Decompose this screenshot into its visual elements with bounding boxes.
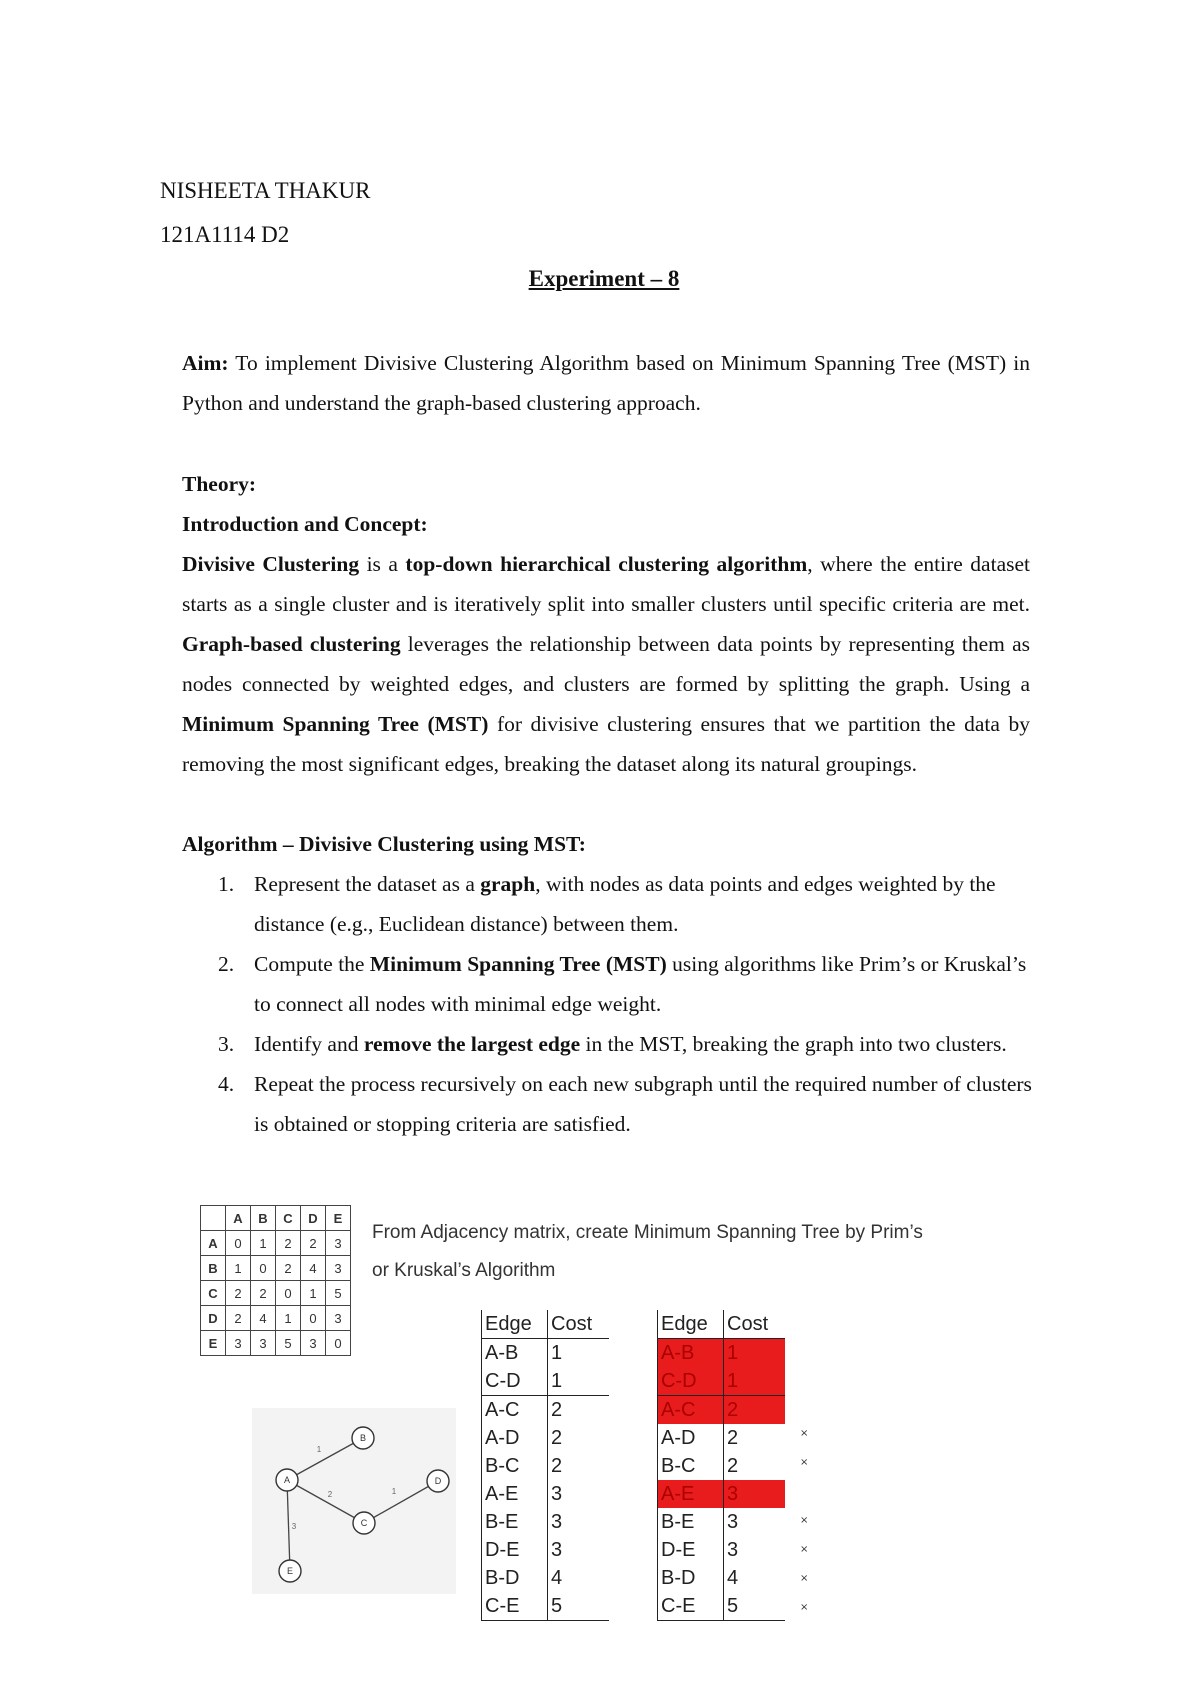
step-bold: remove the largest edge xyxy=(363,1032,581,1056)
edge-row xyxy=(482,1424,610,1452)
edge-name-cell: C-D xyxy=(658,1367,724,1396)
matrix-cell: 2 xyxy=(276,1256,301,1281)
matrix-row-header: B xyxy=(201,1256,226,1281)
step-text: Compute the xyxy=(254,952,370,976)
matrix-row-header: A xyxy=(201,1231,226,1256)
edge-cost-cell: 2 xyxy=(551,1454,563,1477)
edge-row xyxy=(658,1339,786,1368)
aim-text: To implement Divisive Clustering Algorithm based on Minimum Spanning Tree (MST) in Python and understand the graph-based clustering approach. xyxy=(182,351,1030,415)
matrix-cell: 5 xyxy=(326,1281,351,1306)
edge-cost-table-grid xyxy=(481,1310,609,1621)
graph-edge-label: 2 xyxy=(327,1490,333,1499)
edge-name-cell: B-C xyxy=(482,1452,548,1480)
matrix-cell: 4 xyxy=(251,1306,276,1331)
intro-text-6: leverages the relationship between data points by representing them as nodes connected by weighted edges, and clusters are formed by splitting the graph. Using a xyxy=(182,632,1030,696)
matrix-cell: 2 xyxy=(251,1281,276,1306)
intro-bold-5: Graph-based clustering xyxy=(182,632,401,656)
edge-row xyxy=(482,1339,610,1368)
matrix-cell: 2 xyxy=(226,1306,251,1331)
edge-name-cell: B-E xyxy=(482,1508,548,1536)
matrix-cell: 0 xyxy=(226,1231,251,1256)
student-name: NISHEETA THAKUR xyxy=(160,178,371,203)
matrix-cell: 0 xyxy=(301,1306,326,1331)
edge-name-cell: C-E xyxy=(658,1592,724,1621)
graph-edge-label: 3 xyxy=(291,1522,297,1531)
edge-table-header: Edge xyxy=(482,1310,548,1339)
edge-row xyxy=(482,1564,610,1592)
algorithm-steps xyxy=(182,864,1042,1144)
graph-node-label: D xyxy=(434,1476,442,1486)
edge-name-cell: A-E xyxy=(482,1480,548,1508)
edge-cost-cell: 5 xyxy=(724,1592,786,1621)
step-text: in the MST, breaking the graph into two clusters. xyxy=(580,1032,1007,1056)
edge-name-cell: A-C xyxy=(482,1396,548,1425)
page-title xyxy=(0,266,1200,292)
intro-heading: Introduction and Concept: xyxy=(182,512,428,536)
edge-row xyxy=(482,1508,610,1536)
edge-row xyxy=(658,1508,786,1536)
edge-row xyxy=(658,1592,786,1621)
matrix-cell: 0 xyxy=(276,1281,301,1306)
graph-svg xyxy=(252,1408,456,1594)
edge-cost-cell: 2 xyxy=(727,1454,739,1477)
edge-row xyxy=(658,1424,786,1452)
graph-edge-label: 1 xyxy=(316,1445,322,1454)
mst-edge-table xyxy=(657,1310,785,1621)
mst-edge-table-grid xyxy=(657,1310,785,1621)
step-number: 4. xyxy=(218,1072,235,1096)
matrix-cell: 2 xyxy=(301,1231,326,1256)
matrix-corner xyxy=(201,1206,226,1231)
step-number: 3. xyxy=(218,1032,235,1056)
step-text: Identify and xyxy=(254,1032,364,1056)
rejected-mark-icon: × xyxy=(800,1428,809,1439)
edge-row xyxy=(658,1536,786,1564)
step-text: Represent the dataset as a xyxy=(254,872,481,896)
graph-edge xyxy=(364,1481,438,1523)
edge-cost-cell: 2 xyxy=(551,1426,563,1449)
edge-row xyxy=(482,1592,610,1621)
algorithm-step xyxy=(182,944,1042,1024)
graph-figure xyxy=(252,1408,456,1594)
edge-table-header: Edge xyxy=(658,1310,724,1339)
matrix-cell: 1 xyxy=(226,1256,251,1281)
matrix-cell: 3 xyxy=(326,1256,351,1281)
edge-cost-cell: 4 xyxy=(551,1566,563,1589)
matrix-cell: 2 xyxy=(226,1281,251,1306)
graph-node-label: C xyxy=(360,1518,368,1528)
intro-bold-3: top-down hierarchical clustering algorithm xyxy=(405,552,808,576)
matrix-col-header: E xyxy=(326,1206,351,1231)
edge-cost-cell: 1 xyxy=(724,1339,786,1368)
edge-cost-table xyxy=(481,1310,609,1621)
edge-name-cell: A-B xyxy=(658,1339,724,1368)
student-roll: 121A1114 D2 xyxy=(160,222,290,247)
edge-name-cell: C-D xyxy=(482,1367,548,1396)
rejected-mark-icon: × xyxy=(800,1602,809,1613)
edge-row xyxy=(658,1480,786,1508)
edge-cost-cell: 3 xyxy=(551,1482,563,1505)
matrix-col-header: A xyxy=(226,1206,251,1231)
edge-name-cell: A-E xyxy=(658,1480,724,1508)
matrix-cell: 3 xyxy=(326,1231,351,1256)
adjacency-matrix xyxy=(200,1205,351,1356)
aim-label: Aim: xyxy=(182,351,229,375)
intro-bold-1: Divisive Clustering xyxy=(182,552,360,576)
graph-edge xyxy=(287,1438,363,1480)
edge-name-cell: A-D xyxy=(658,1424,724,1452)
edge-cost-cell: 1 xyxy=(724,1367,786,1396)
graph-edge-label: 1 xyxy=(391,1487,397,1496)
matrix-cell: 1 xyxy=(301,1281,326,1306)
matrix-cell: 3 xyxy=(301,1331,326,1356)
edge-cost-cell: 2 xyxy=(724,1396,786,1425)
matrix-cell: 3 xyxy=(326,1306,351,1331)
algorithm-heading: Algorithm – Divisive Clustering using MST: xyxy=(182,832,586,856)
page-title-text: Experiment – 8 xyxy=(528,266,680,291)
graph-node-label: E xyxy=(286,1566,294,1576)
graph-node-label: B xyxy=(359,1433,367,1443)
edge-row xyxy=(482,1452,610,1480)
matrix-cell: 0 xyxy=(251,1256,276,1281)
edge-cost-cell: 3 xyxy=(727,1538,739,1561)
algorithm-step xyxy=(182,1064,1042,1144)
edge-cost-cell: 3 xyxy=(727,1510,739,1533)
graph-edge xyxy=(287,1480,364,1523)
intro-text-4: , where the entire dataset starts as a single cluster and is iteratively split into smaller clusters until specific criteria are met. xyxy=(182,552,1030,616)
edge-name-cell: B-D xyxy=(482,1564,548,1592)
edge-row xyxy=(658,1564,786,1592)
edge-cost-cell: 3 xyxy=(551,1510,563,1533)
matrix-col-header: C xyxy=(276,1206,301,1231)
rejected-mark-icon: × xyxy=(800,1544,809,1555)
edge-name-cell: A-B xyxy=(482,1339,548,1368)
step-number: 1. xyxy=(218,872,235,896)
matrix-row-header: E xyxy=(201,1331,226,1356)
edge-cost-cell: 4 xyxy=(727,1566,739,1589)
theory-heading: Theory: xyxy=(182,472,257,496)
edge-cost-cell: 3 xyxy=(551,1538,563,1561)
edge-name-cell: A-D xyxy=(482,1424,548,1452)
matrix-cell: 4 xyxy=(301,1256,326,1281)
algorithm-step xyxy=(182,1024,1042,1064)
edge-name-cell: B-C xyxy=(658,1452,724,1480)
edge-name-cell: D-E xyxy=(482,1536,548,1564)
step-bold: graph xyxy=(480,872,536,896)
edge-row xyxy=(482,1480,610,1508)
matrix-row-header: C xyxy=(201,1281,226,1306)
edge-name-cell: C-E xyxy=(482,1592,548,1621)
graph-node-label: A xyxy=(283,1475,291,1485)
intro-text-2: is a xyxy=(359,552,406,576)
rejected-mark-icon: × xyxy=(800,1515,809,1526)
edge-row xyxy=(658,1367,786,1396)
step-number: 2. xyxy=(218,952,235,976)
graph-edge xyxy=(287,1480,290,1571)
step-text: using algorithms like Prim’s or Kruskal’s to connect all nodes with minimal edge weight. xyxy=(254,952,1027,1016)
matrix-cell: 5 xyxy=(276,1331,301,1356)
intro-bold-7: Minimum Spanning Tree (MST) xyxy=(182,712,489,736)
edge-row xyxy=(482,1396,610,1425)
adjacency-matrix-table xyxy=(200,1205,351,1356)
matrix-row-header: D xyxy=(201,1306,226,1331)
step-text: , with nodes as data points and edges weighted by the distance (e.g., Euclidean distance) between them. xyxy=(254,872,996,936)
algorithm-step xyxy=(182,864,1042,944)
step-bold: Minimum Spanning Tree (MST) xyxy=(369,952,667,976)
edge-name-cell: B-D xyxy=(658,1564,724,1592)
matrix-cell: 3 xyxy=(226,1331,251,1356)
matrix-cell: 1 xyxy=(251,1231,276,1256)
edge-cost-cell: 2 xyxy=(727,1426,739,1449)
edge-name-cell: B-E xyxy=(658,1508,724,1536)
matrix-cell: 1 xyxy=(276,1306,301,1331)
matrix-col-header: D xyxy=(301,1206,326,1231)
edge-row xyxy=(482,1367,610,1396)
edge-cost-cell: 2 xyxy=(551,1398,563,1421)
aim-paragraph xyxy=(182,343,1030,423)
edge-row xyxy=(482,1536,610,1564)
figure-caption xyxy=(372,1214,923,1290)
matrix-cell: 0 xyxy=(326,1331,351,1356)
edge-cost-cell: 1 xyxy=(548,1367,610,1396)
matrix-col-header: B xyxy=(251,1206,276,1231)
edge-cost-cell: 3 xyxy=(724,1480,786,1508)
figure-caption-line: or Kruskal’s Algorithm xyxy=(372,1260,556,1281)
rejected-mark-icon: × xyxy=(800,1457,809,1468)
matrix-cell: 2 xyxy=(276,1231,301,1256)
intro-paragraph xyxy=(182,544,1030,784)
edge-name-cell: A-C xyxy=(658,1396,724,1425)
rejected-mark-icon: × xyxy=(800,1573,809,1584)
figure-caption-line: From Adjacency matrix, create Minimum Spanning Tree by Prim’s xyxy=(372,1222,923,1243)
edge-row xyxy=(658,1396,786,1425)
edge-table-header: Cost xyxy=(724,1310,786,1339)
edge-row xyxy=(658,1452,786,1480)
edge-table-header: Cost xyxy=(548,1310,610,1339)
step-text: Repeat the process recursively on each new subgraph until the required number of clusters is obtained or stopping criteria are satisfied. xyxy=(254,1072,1032,1136)
matrix-cell: 3 xyxy=(251,1331,276,1356)
intro-text-8: for divisive clustering ensures that we partition the data by removing the most significant edges, breaking the dataset along its natural groupings. xyxy=(182,712,1030,776)
edge-cost-cell: 5 xyxy=(548,1592,610,1621)
edge-name-cell: D-E xyxy=(658,1536,724,1564)
edge-cost-cell: 1 xyxy=(551,1341,563,1364)
